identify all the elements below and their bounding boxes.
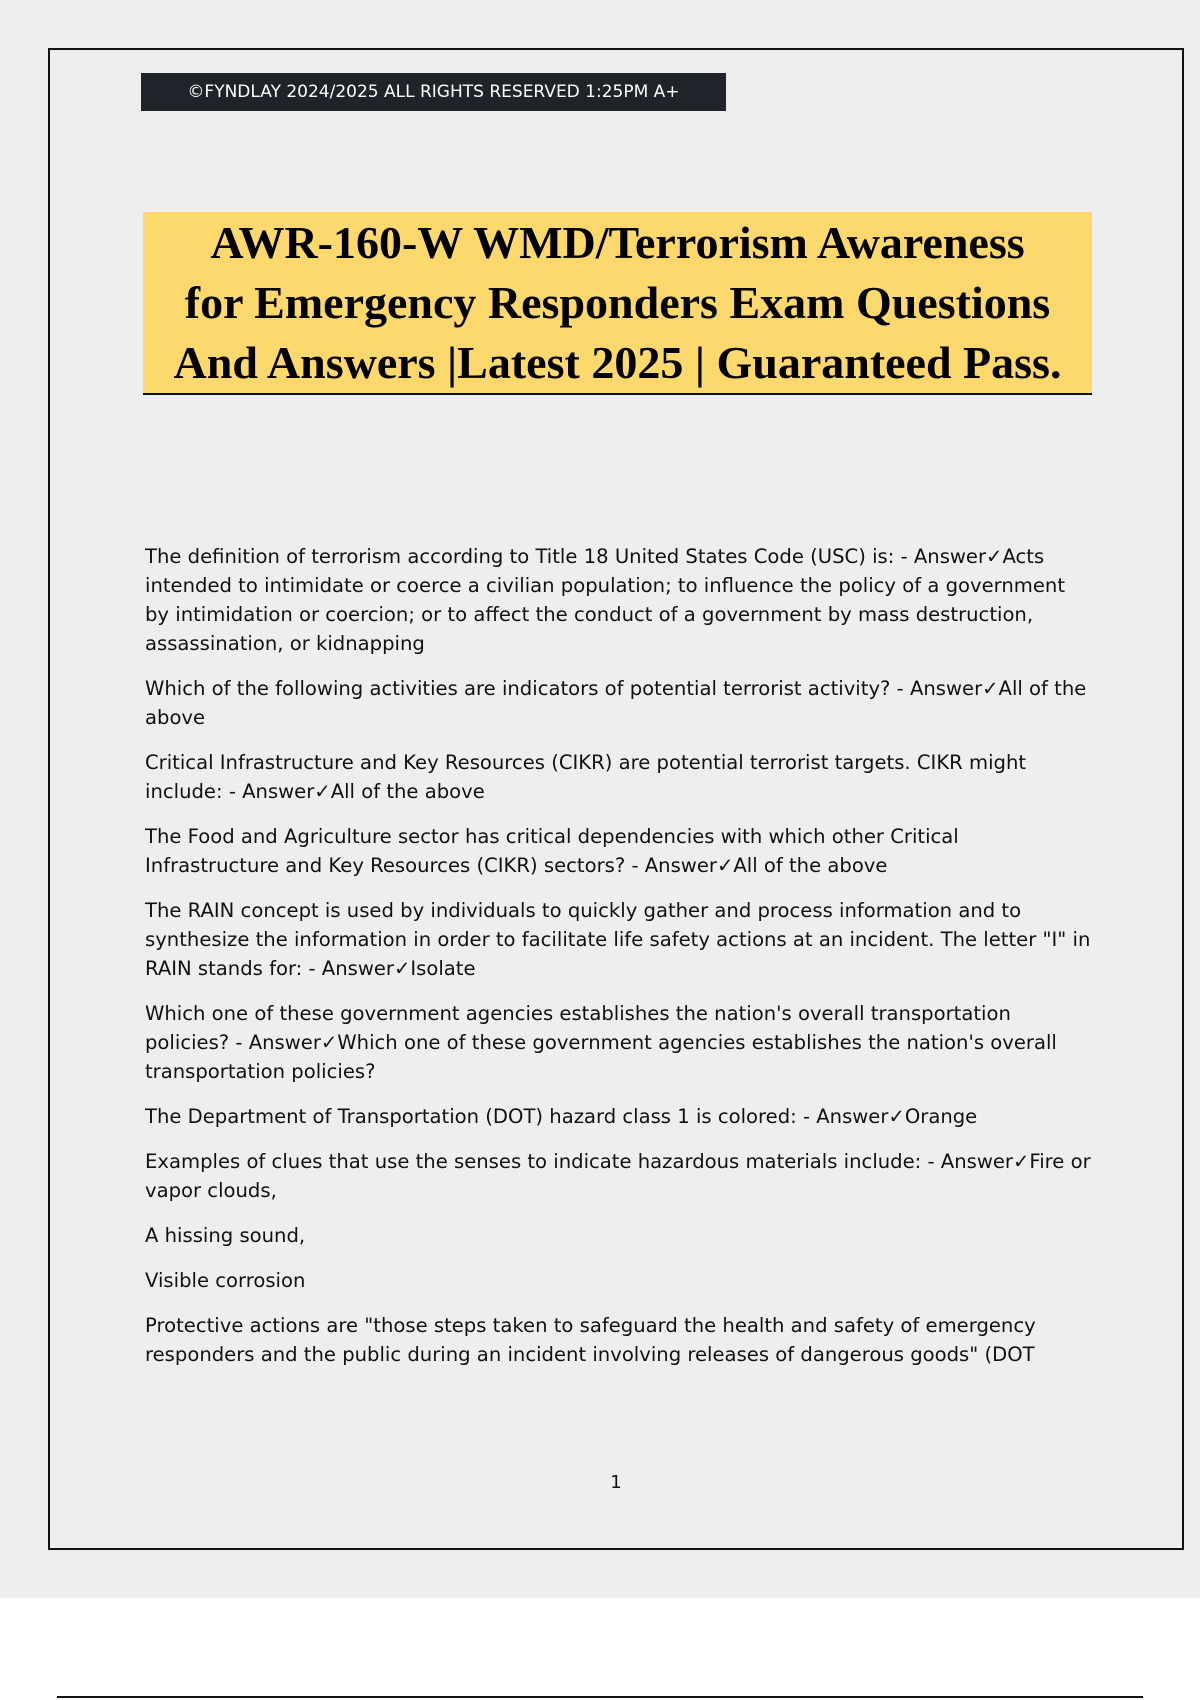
qa-item: The definition of terrorism according to Title 18 United States Code (USC) is: - Answer✓Acts intended to intimidate or coerce a civilian population; to influence the policy of a government by intimidation or coercion; or to affect the conduct of a government by mass destruction, assassination, or kidnapping	[145, 545, 1066, 655]
title-box	[143, 212, 1092, 395]
qa-item: Critical Infrastructure and Key Resources (CIKR) are potential terrorist targets. CIKR might include: - Answer✓All of the above	[145, 751, 1027, 803]
qa-item: The RAIN concept is used by individuals to quickly gather and process information and to synthesize the information in order to facilitate life safety actions at an incident. The letter "I" in RAIN stands for: - Answer✓Isolate	[145, 899, 1091, 980]
qa-list	[145, 542, 1093, 1385]
page-number: 1	[610, 1472, 622, 1493]
qa-item: A hissing sound,	[145, 1224, 306, 1247]
copyright-banner: ©FYNDLAY 2024/2025 ALL RIGHTS RESERVED 1:25PM A+	[141, 73, 726, 111]
qa-item: Which of the following activities are indicators of potential terrorist activity? - Answer✓All of the above	[145, 677, 1087, 729]
qa-item: The Food and Agriculture sector has critical dependencies with which other Critical Infrastructure and Key Resources (CIKR) sectors? - Answer✓All of the above	[145, 825, 959, 877]
next-page-rule	[57, 1696, 1143, 1698]
qa-item: Protective actions are "those steps taken to safeguard the health and safety of emergency responders and the public during an incident involving releases of dangerous goods" (DOT	[145, 1314, 1036, 1366]
qa-item: Examples of clues that use the senses to indicate hazardous materials include: - Answer✓Fire or vapor clouds,	[145, 1150, 1091, 1202]
qa-item: Visible corrosion	[145, 1269, 306, 1292]
document-title: AWR-160-W WMD/Terrorism Awareness for Emergency Responders Exam Questions And Answers |Latest 2025 | Guaranteed Pass.	[173, 216, 1062, 388]
qa-item: The Department of Transportation (DOT) hazard class 1 is colored: - Answer✓Orange	[145, 1105, 978, 1128]
qa-item: Which one of these government agencies establishes the nation's overall transportation policies? - Answer✓Which one of these government agencies establishes the nation's overall transportation policies?	[145, 1002, 1057, 1083]
